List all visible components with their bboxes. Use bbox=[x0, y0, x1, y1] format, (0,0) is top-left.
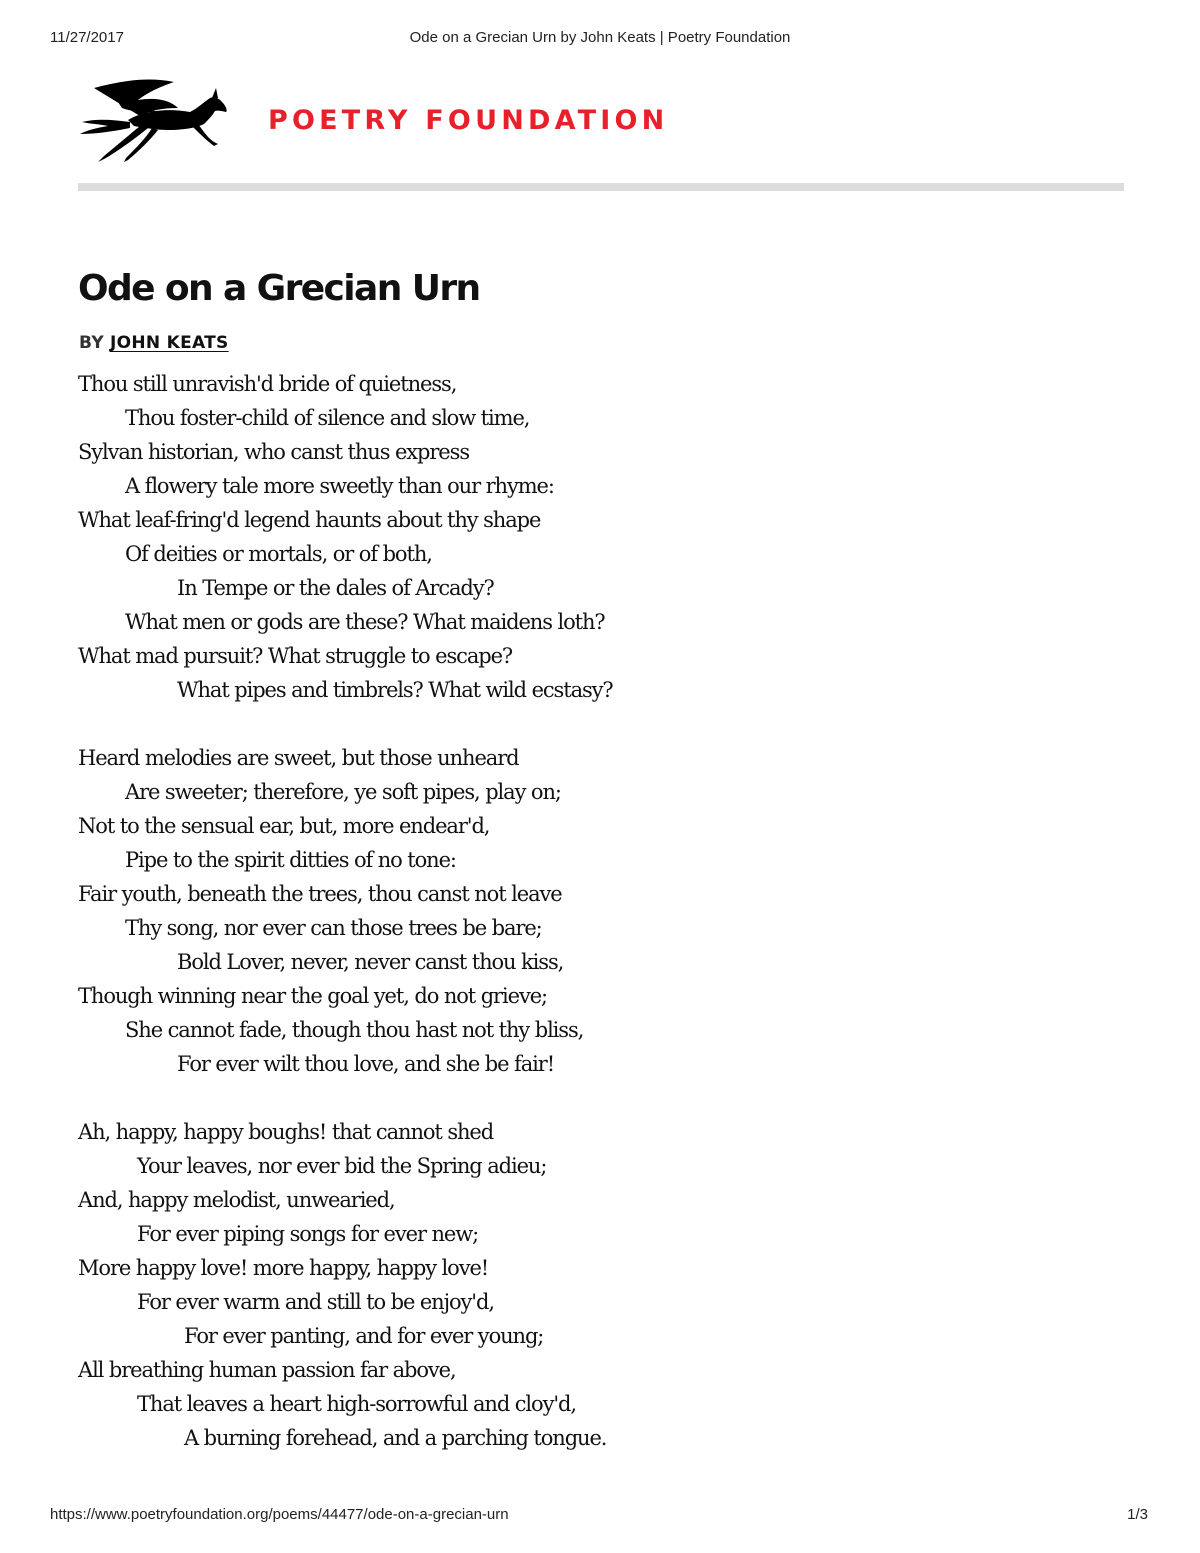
poem-line: Thy song, nor ever can those trees be bare; bbox=[125, 916, 542, 940]
poem-line: A burning forehead, and a parching tongue. bbox=[184, 1426, 607, 1450]
poem-body bbox=[78, 367, 778, 1489]
poem-line: A flowery tale more sweetly than our rhyme: bbox=[125, 474, 554, 498]
poem-line: For ever piping songs for ever new; bbox=[137, 1222, 479, 1246]
poem-line: For ever panting, and for ever young; bbox=[184, 1324, 544, 1348]
poem-line: All breathing human passion far above, bbox=[78, 1358, 456, 1382]
poem-line: Sylvan historian, who canst thus express bbox=[78, 440, 469, 464]
poem-line: Bold Lover, never, never canst thou kiss, bbox=[177, 950, 564, 974]
site-wordmark: POETRY FOUNDATION bbox=[268, 105, 669, 136]
page-number: 1/3 bbox=[1127, 1506, 1148, 1523]
poem-line: Fair youth, beneath the trees, thou canst not leave bbox=[78, 882, 562, 906]
poem-title: Ode on a Grecian Urn bbox=[78, 268, 480, 309]
poem-line: Are sweeter; therefore, ye soft pipes, play on; bbox=[125, 780, 561, 804]
poem-line: What mad pursuit? What struggle to escape? bbox=[78, 644, 513, 668]
poem-line: Your leaves, nor ever bid the Spring adieu; bbox=[137, 1154, 547, 1178]
poem-line: She cannot fade, though thou hast not thy bliss, bbox=[125, 1018, 584, 1042]
poem-line: More happy love! more happy, happy love! bbox=[78, 1256, 489, 1280]
poem-line: Pipe to the spirit ditties of no tone: bbox=[125, 848, 456, 872]
poem-line: What men or gods are these? What maidens loth? bbox=[125, 610, 605, 634]
poem-line: Though winning near the goal yet, do not grieve; bbox=[78, 984, 548, 1008]
stanza bbox=[78, 367, 778, 707]
poem-line: And, happy melodist, unwearied, bbox=[78, 1188, 395, 1212]
poem-line: Heard melodies are sweet, but those unheard bbox=[78, 746, 519, 770]
by-label: BY bbox=[79, 333, 104, 353]
poem-line: In Tempe or the dales of Arcady? bbox=[177, 576, 494, 600]
print-url: https://www.poetryfoundation.org/poems/44477/ode-on-a-grecian-urn bbox=[50, 1506, 509, 1523]
poem-line: Thou foster-child of silence and slow time, bbox=[125, 406, 530, 430]
poem-line: For ever warm and still to be enjoy'd, bbox=[137, 1290, 494, 1314]
header-divider bbox=[78, 183, 1124, 191]
poem-line: What pipes and timbrels? What wild ecstasy? bbox=[177, 678, 613, 702]
print-date: 11/27/2017 bbox=[50, 29, 124, 46]
poem-line: Ah, happy, happy boughs! that cannot shed bbox=[78, 1120, 494, 1144]
print-page-title: Ode on a Grecian Urn by John Keats | Poetry Foundation bbox=[409, 29, 791, 46]
print-footer bbox=[0, 1506, 1200, 1526]
poem-line: What leaf-fring'd legend haunts about thy shape bbox=[78, 508, 541, 532]
site-logo[interactable] bbox=[78, 78, 778, 168]
stanza bbox=[78, 1115, 778, 1455]
stanza bbox=[78, 741, 778, 1081]
poem-line: That leaves a heart high-sorrowful and cloy'd, bbox=[137, 1392, 576, 1416]
poem-line: Not to the sensual ear, but, more endear'd, bbox=[78, 814, 490, 838]
poem-line: Of deities or mortals, or of both, bbox=[125, 542, 432, 566]
byline bbox=[79, 333, 229, 353]
poem-line: Thou still unravish'd bride of quietness, bbox=[78, 372, 457, 396]
pegasus-icon bbox=[78, 78, 230, 164]
print-header bbox=[0, 29, 1200, 49]
poem-line: For ever wilt thou love, and she be fair! bbox=[177, 1052, 555, 1076]
author-link[interactable]: JOHN KEATS bbox=[109, 333, 229, 353]
